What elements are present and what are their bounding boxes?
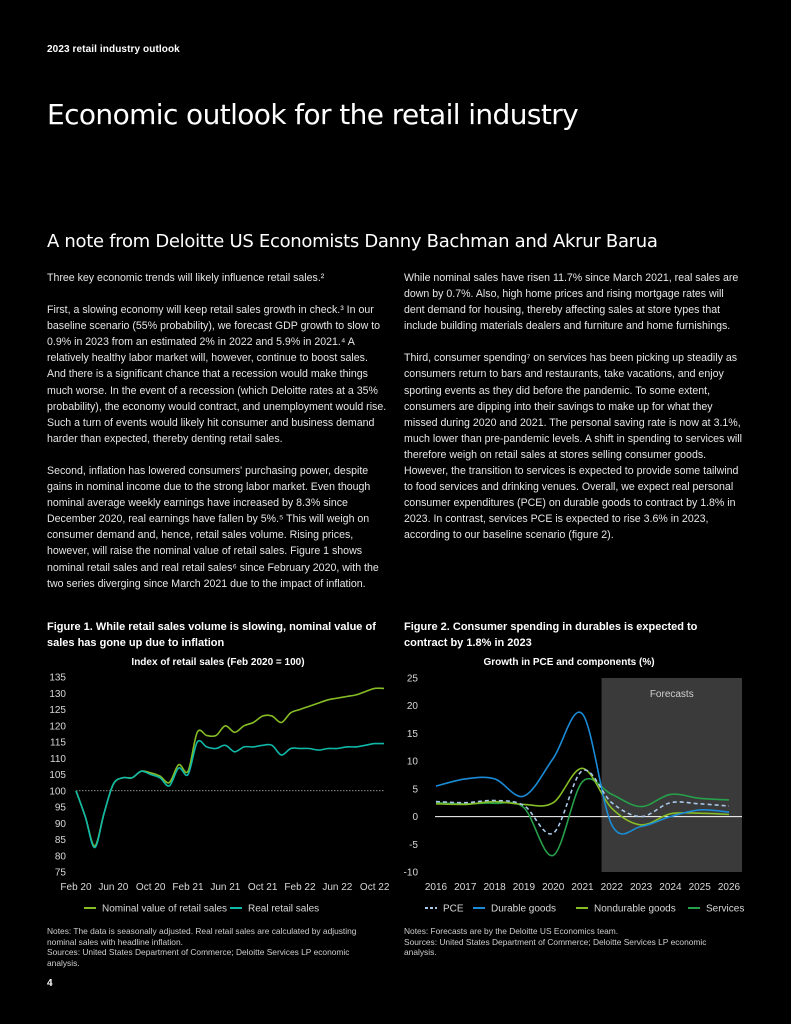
notes-line: Notes: The data is seasonally adjusted. Real retail sales are calculated by adjusting nominal sales with headline inflation. [47,926,357,947]
paragraph: First, a slowing economy will keep retail sales growth in check.³ In our baseline scenario (55% probability), we forecast GDP growth to slow to 0.9% in 2023 from an estimated 2% in 2022 and 5.9% in 2021.⁴ A relatively healthy labor market will, however, continue to boost sales. And there is a significant chance that a recession would make things much worse. In the event of a recession (which Deloitte rates at a 35% probability), the economy would contract, and unemployment would rise. Such a turn of events would likely hit consumer and business demand harder than expected, thereby denting retail sales. [47,304,387,445]
y-tick-label: 135 [49,672,66,684]
paragraph: While nominal sales have risen 11.7% since March 2021, real sales are down by 0.7%. Also, high home prices and rising mortgage rates will dent demand for housing, thereby affecting sales at store types that include building materials dealers and furniture and home furnishings. [404,272,739,333]
y-tick-label: 25 [406,673,418,685]
y-tick-label: 90 [54,818,66,830]
legend-label: Nominal value of retail sales [102,903,228,915]
y-tick-label: 120 [49,721,66,733]
y-tick-label: -5 [409,839,418,851]
x-tick-label: 2020 [542,882,565,893]
y-tick-label: 20 [406,701,418,713]
y-tick-label: 5 [412,784,418,796]
x-tick-label: Feb 21 [172,882,204,893]
y-tick-label: -10 [403,867,418,879]
running-header: 2023 retail industry outlook [47,44,180,55]
figure1-chart [40,670,392,920]
y-tick-label: 75 [54,867,66,879]
y-tick-label: 15 [406,728,418,740]
y-tick-label: 80 [54,851,66,863]
paragraph: Second, inflation has lowered consumers' purchasing power, despite gains in nominal income due to the strong labor market. Even though nominal average weekly earnings have increased by 8.3% since December 2020, real earnings have fallen by 5%.⁵ This will weigh on consumer demand and, hence, retail sales volume. Rising prices, however, will raise the nominal value of retail sales. Figure 1 shows nominal retail sales and real retail sales⁶ since February 2020, with the two series diverging since March 2021 due to the impact of inflation. [47,464,379,590]
x-tick-label: Oct 22 [359,882,390,893]
forecast-label: Forecasts [649,689,694,700]
y-tick-label: 100 [49,786,66,798]
paragraph: Third, consumer spending⁷ on services has been picking up steadily as consumers return to bars and restaurants, take vacations, and enjoy sporting events as they did before the pandemic. To some extent, consumers are dipping into their savings to make up for what they missed during 2020 and 2021. The personal saving rate is now at 3.1%, much lower than pre-pandemic levels. A shift in spending to services will therefore weigh on retail sales at stores selling consumer goods. However, the transition to services is expected to provide some tailwind to food services and drinking venues. Overall, we expect real personal consumer expenditures (PCE) on durable goods to contract by 1.8% in 2023. In contrast, services PCE is expected to rise 3.6% in 2023, according to our baseline scenario (figure 2). [404,352,742,542]
x-tick-label: Jun 22 [322,882,353,893]
y-tick-label: 0 [412,812,418,824]
x-tick-label: 2017 [454,882,477,893]
legend-label: Durable goods [491,903,557,915]
left-text-column [47,270,389,608]
x-tick-label: 2021 [571,882,594,893]
figure2-chart-title: Growth in PCE and components (%) [483,657,655,668]
right-text-column [404,270,746,560]
figure2-notes [404,926,734,958]
page-title: Economic outlook for the retail industry [47,98,579,131]
legend-label: Nondurable goods [594,903,676,915]
y-tick-label: 115 [50,737,66,749]
page-number: 4 [47,978,53,989]
forecast-region [602,678,742,872]
sources-line: Sources: United States Department of Commerce; Deloitte Services LP economic analysis. [404,936,707,958]
x-tick-label: 2022 [600,882,623,893]
x-tick-label: 2025 [688,882,711,893]
sources-line: Sources: United States Department of Commerce; Deloitte Services LP economic analysis. [47,947,350,968]
y-tick-label: 125 [49,705,66,716]
y-tick-label: 85 [54,835,66,846]
x-tick-label: 2024 [659,882,682,893]
x-tick-label: Oct 20 [135,882,166,893]
figure1-notes [47,926,377,968]
legend-label: Services [706,903,745,915]
nominal-sales-line [76,688,384,846]
x-tick-label: Oct 21 [247,882,278,893]
figure1-caption: Figure 1. While retail sales volume is slowing, nominal value of sales has gone up due to inflation [47,621,376,649]
x-tick-label: Jun 20 [98,882,129,893]
y-tick-label: 10 [406,756,418,768]
x-tick-label: Jun 21 [210,882,241,893]
figure1-chart-title: Index of retail sales (Feb 2020 = 100) [131,657,305,668]
y-tick-label: 110 [50,753,66,765]
figure2-caption: Figure 2. Consumer spending in durables is expected to contract by 1.8% in 2023 [404,621,698,649]
legend-label: Real retail sales [248,903,320,915]
x-tick-label: Feb 20 [60,882,92,893]
y-tick-label: 130 [49,688,66,700]
x-tick-label: 2016 [424,882,448,893]
real-sales-line [76,741,384,848]
notes-line: Notes: Forecasts are by the Deloitte US Economics team. [404,926,619,936]
x-tick-label: Feb 22 [284,882,316,893]
figure2-chart [398,670,750,920]
x-tick-label: 2018 [483,882,506,893]
x-tick-label: 2023 [629,882,653,893]
section-title: A note from Deloitte US Economists Danny Bachman and Akrur Barua [47,231,658,252]
y-tick-label: 95 [54,802,66,814]
x-tick-label: 2019 [512,882,536,893]
paragraph: Three key economic trends will likely influence retail sales.² [47,272,325,284]
x-tick-label: 2026 [717,882,741,893]
y-tick-label: 105 [49,770,66,781]
legend-label: PCE [443,903,464,915]
